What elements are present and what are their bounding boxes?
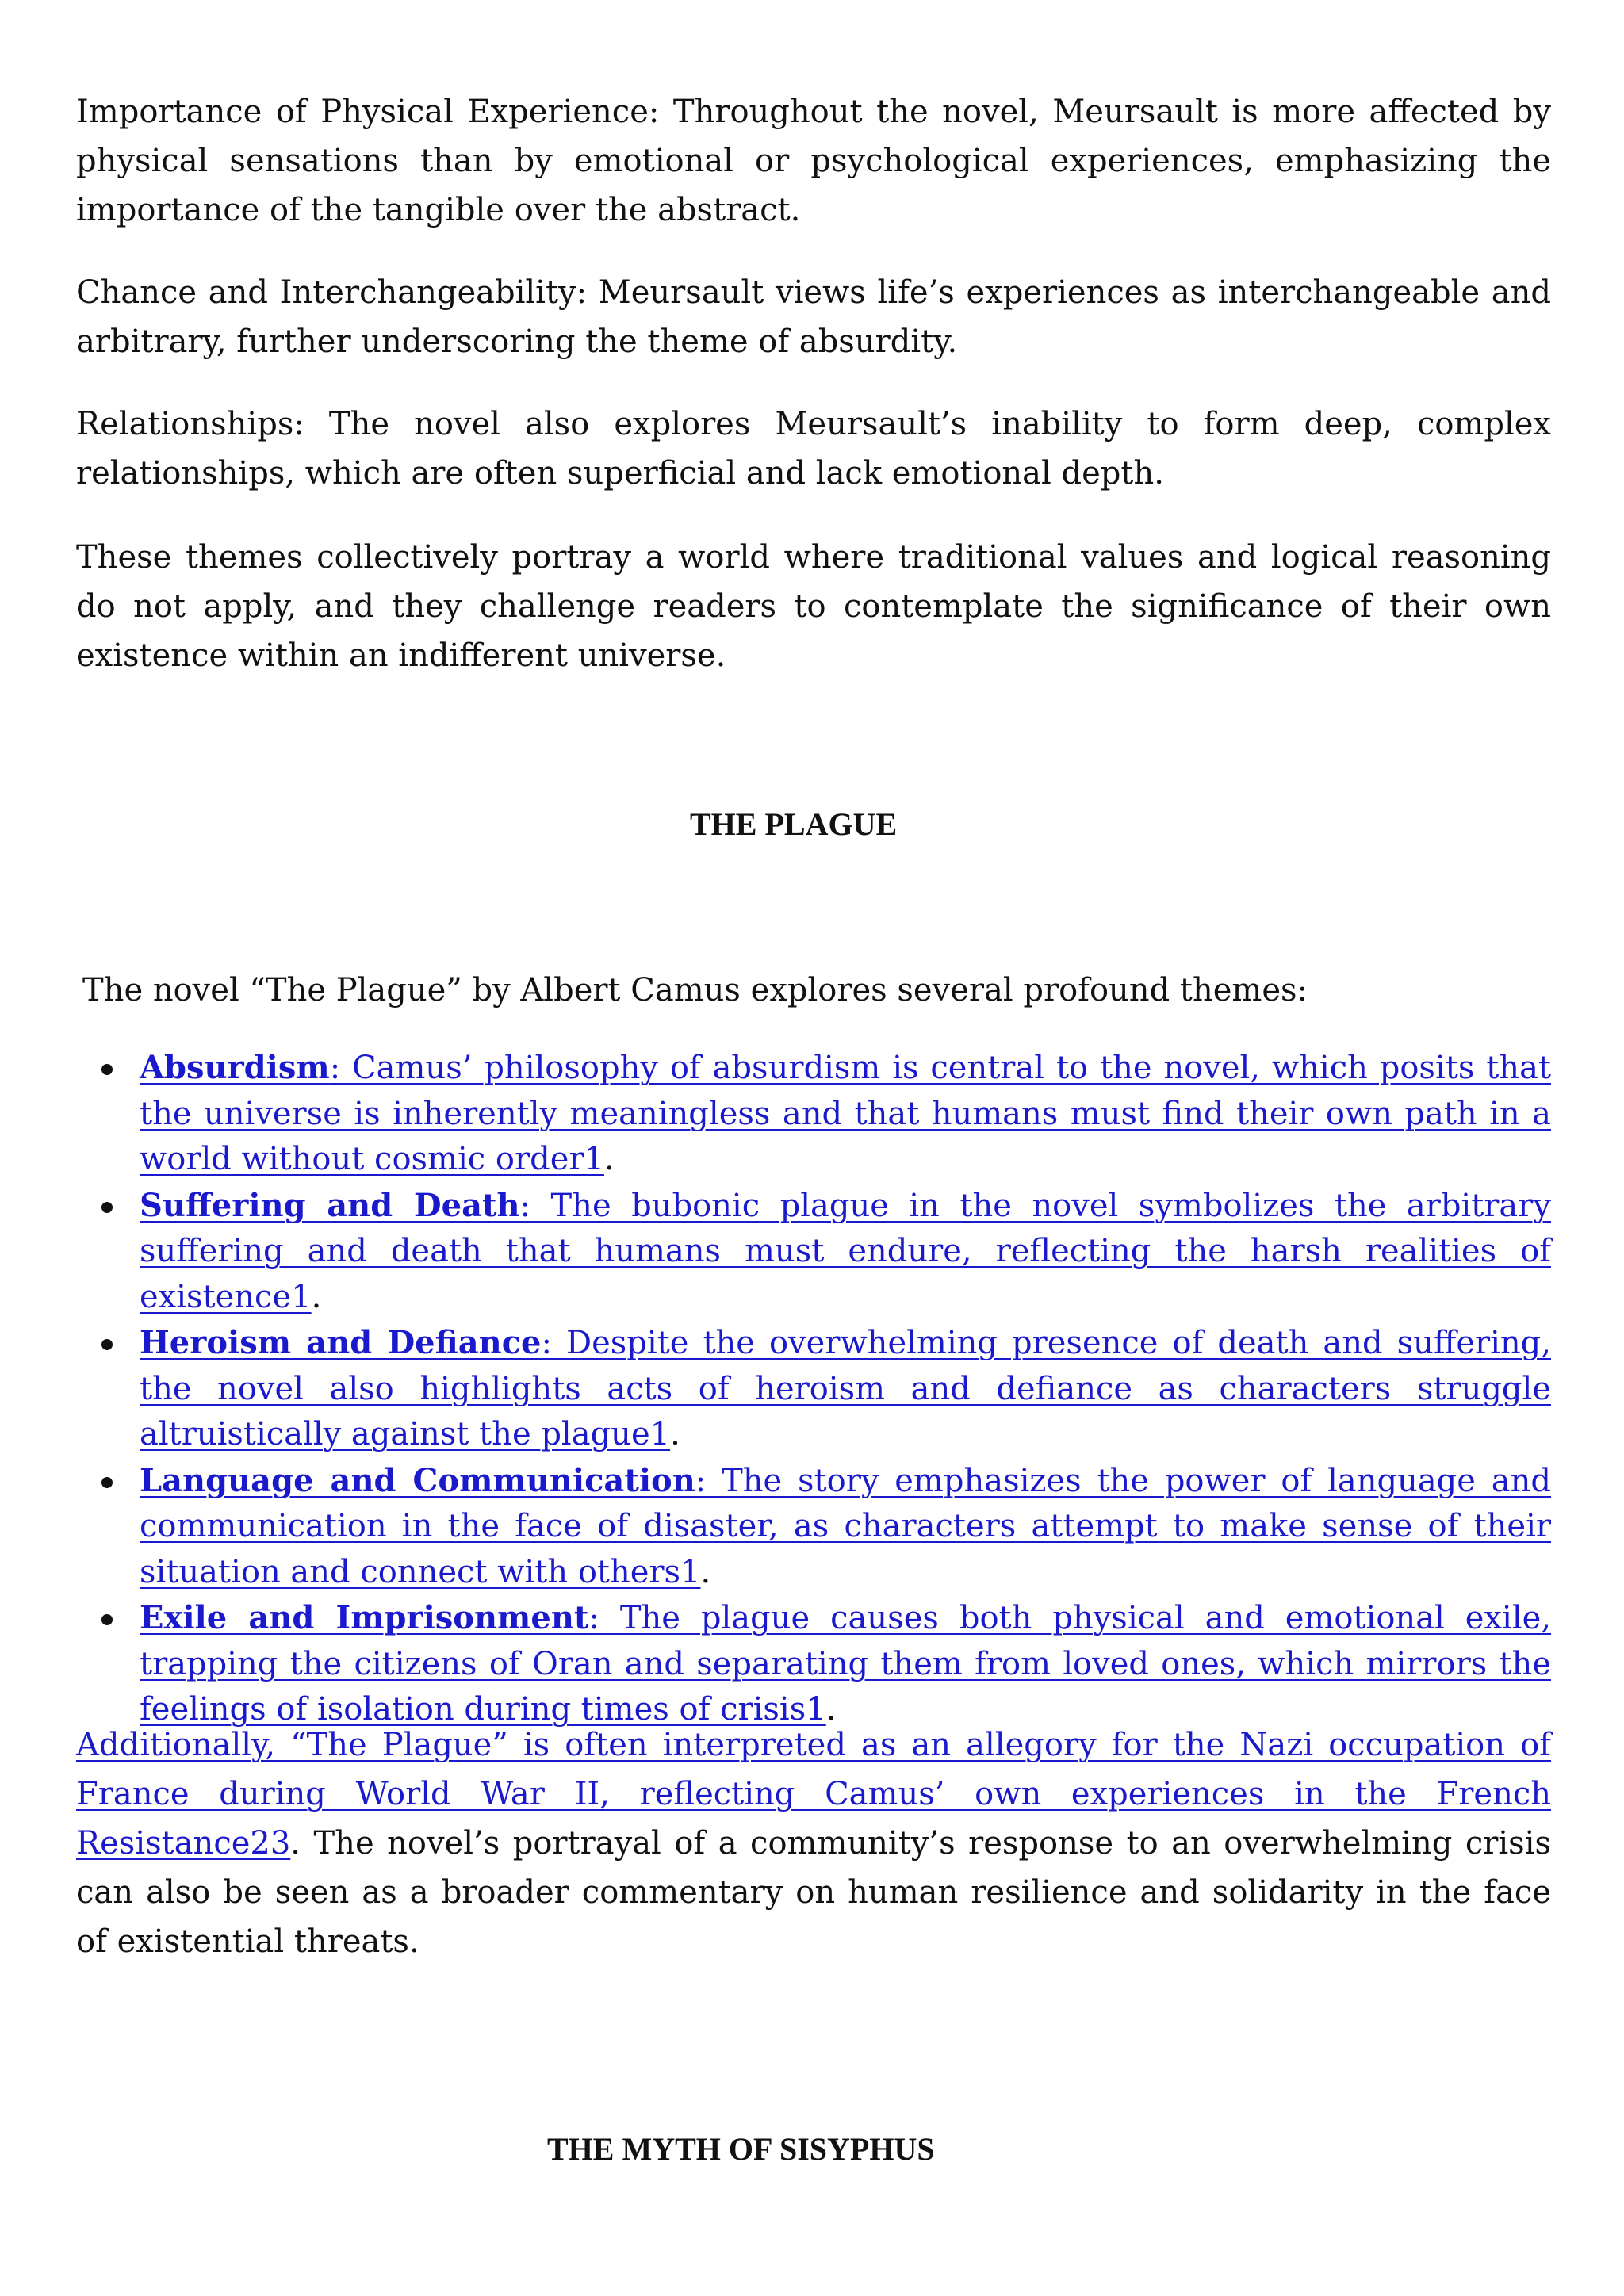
theme-term: Language and Communication	[140, 1461, 695, 1499]
plague-themes-list	[140, 1045, 1551, 1733]
paragraph-relationships: Relationships: The novel also explores Meursault’s inability to form deep, complex relationships, which are often superficial and lack emotional depth.	[76, 406, 1551, 492]
heading-myth-of-sisyphus: THE MYTH OF SISYPHUS	[547, 2131, 935, 2167]
theme-link-suffering[interactable]	[140, 1188, 1551, 1315]
theme-text: : The story emphasizes the power of language and communication in the face of disaster, as characters attempt to make sense of their situation and connect with others1	[140, 1462, 1551, 1590]
bullet-icon	[102, 1339, 113, 1350]
theme-link-exile[interactable]	[140, 1600, 1551, 1728]
theme-link-absurdism[interactable]	[140, 1050, 1551, 1177]
theme-text: : Camus’ philosophy of absurdism is central to the novel, which posits that the universe is inherently meaningless and that humans must find their own path in a world without cosmic order1	[140, 1050, 1551, 1177]
theme-link-heroism[interactable]	[140, 1325, 1551, 1452]
theme-text: : Despite the overwhelming presence of death and suffering, the novel also highlights acts of heroism and defiance as characters struggle altruistically against the plague1	[140, 1325, 1551, 1452]
bullet-icon	[102, 1202, 113, 1213]
theme-link-language[interactable]	[140, 1463, 1551, 1590]
allegory-link[interactable]: Additionally, “The Plague” is often interpreted as an allegory for the Nazi occupation of France during World War II, reflecting Camus’ own experiences in the French Resistance23	[76, 1727, 1551, 1862]
list-item: Exile and Imprisonment: The plague causes both physical and emotional exile, trapping the citizens of Oran and separating them from loved ones, which mirrors the feelings of isolation during times of crisis1.	[140, 1595, 1551, 1733]
theme-term: Exile and Imprisonment	[140, 1599, 589, 1636]
theme-text: : The bubonic plague in the novel symbolizes the arbitrary suffering and death that humans must endure, reflecting the harsh realities of existence1	[140, 1187, 1551, 1315]
theme-term: Heroism and Defiance	[140, 1324, 542, 1361]
bullet-icon	[102, 1064, 113, 1075]
paragraph-themes-summary: These themes collectively portray a world where traditional values and logical reasoning do not apply, and they challenge readers to contemplate the significance of their own existence within an indifferent universe.	[76, 539, 1551, 674]
list-item: Heroism and Defiance: Despite the overwhelming presence of death and suffering, the novel also highlights acts of heroism and defiance as characters struggle altruistically against the plague1.	[140, 1320, 1551, 1458]
bullet-icon	[102, 1477, 113, 1488]
heading-the-plague: THE PLAGUE	[690, 806, 898, 842]
paragraph-physical-experience: Importance of Physical Experience: Throughout the novel, Meursault is more affected by physical sensations than by emotional or psychological experiences, emphasizing the importance of the tangible over the abstract.	[76, 94, 1551, 228]
list-item: Language and Communication: The story emphasizes the power of language and communication in the face of disaster, as characters attempt to make sense of their situation and connect with others1.	[140, 1458, 1551, 1596]
allegory-rest-text: . The novel’s portrayal of a community’s response to an overwhelming crisis can also be seen as a broader commentary on human resilience and solidarity in the face of existential threats.	[76, 1825, 1551, 1960]
plague-intro: The novel “The Plague” by Albert Camus explores several profound themes:	[82, 972, 1308, 1008]
theme-text: : The plague causes both physical and emotional exile, trapping the citizens of Oran and separating them from loved ones, which mirrors the feelings of isolation during times of crisis1	[140, 1600, 1552, 1728]
paragraph-allegory	[76, 1720, 1551, 1966]
theme-term: Suffering and Death	[140, 1186, 520, 1224]
bullet-icon	[102, 1614, 113, 1625]
paragraph-chance: Chance and Interchangeability: Meursault views life’s experiences as interchangeable and arbitrary, further underscoring the theme of absurdity.	[76, 274, 1551, 360]
theme-term: Absurdism	[140, 1049, 330, 1086]
list-item: Suffering and Death: The bubonic plague in the novel symbolizes the arbitrary suffering and death that humans must endure, reflecting the harsh realities of existence1.	[140, 1183, 1551, 1321]
list-item: Absurdism: Camus’ philosophy of absurdism is central to the novel, which posits that the universe is inherently meaningless and that humans must find their own path in a world without cosmic order1.	[140, 1045, 1551, 1183]
